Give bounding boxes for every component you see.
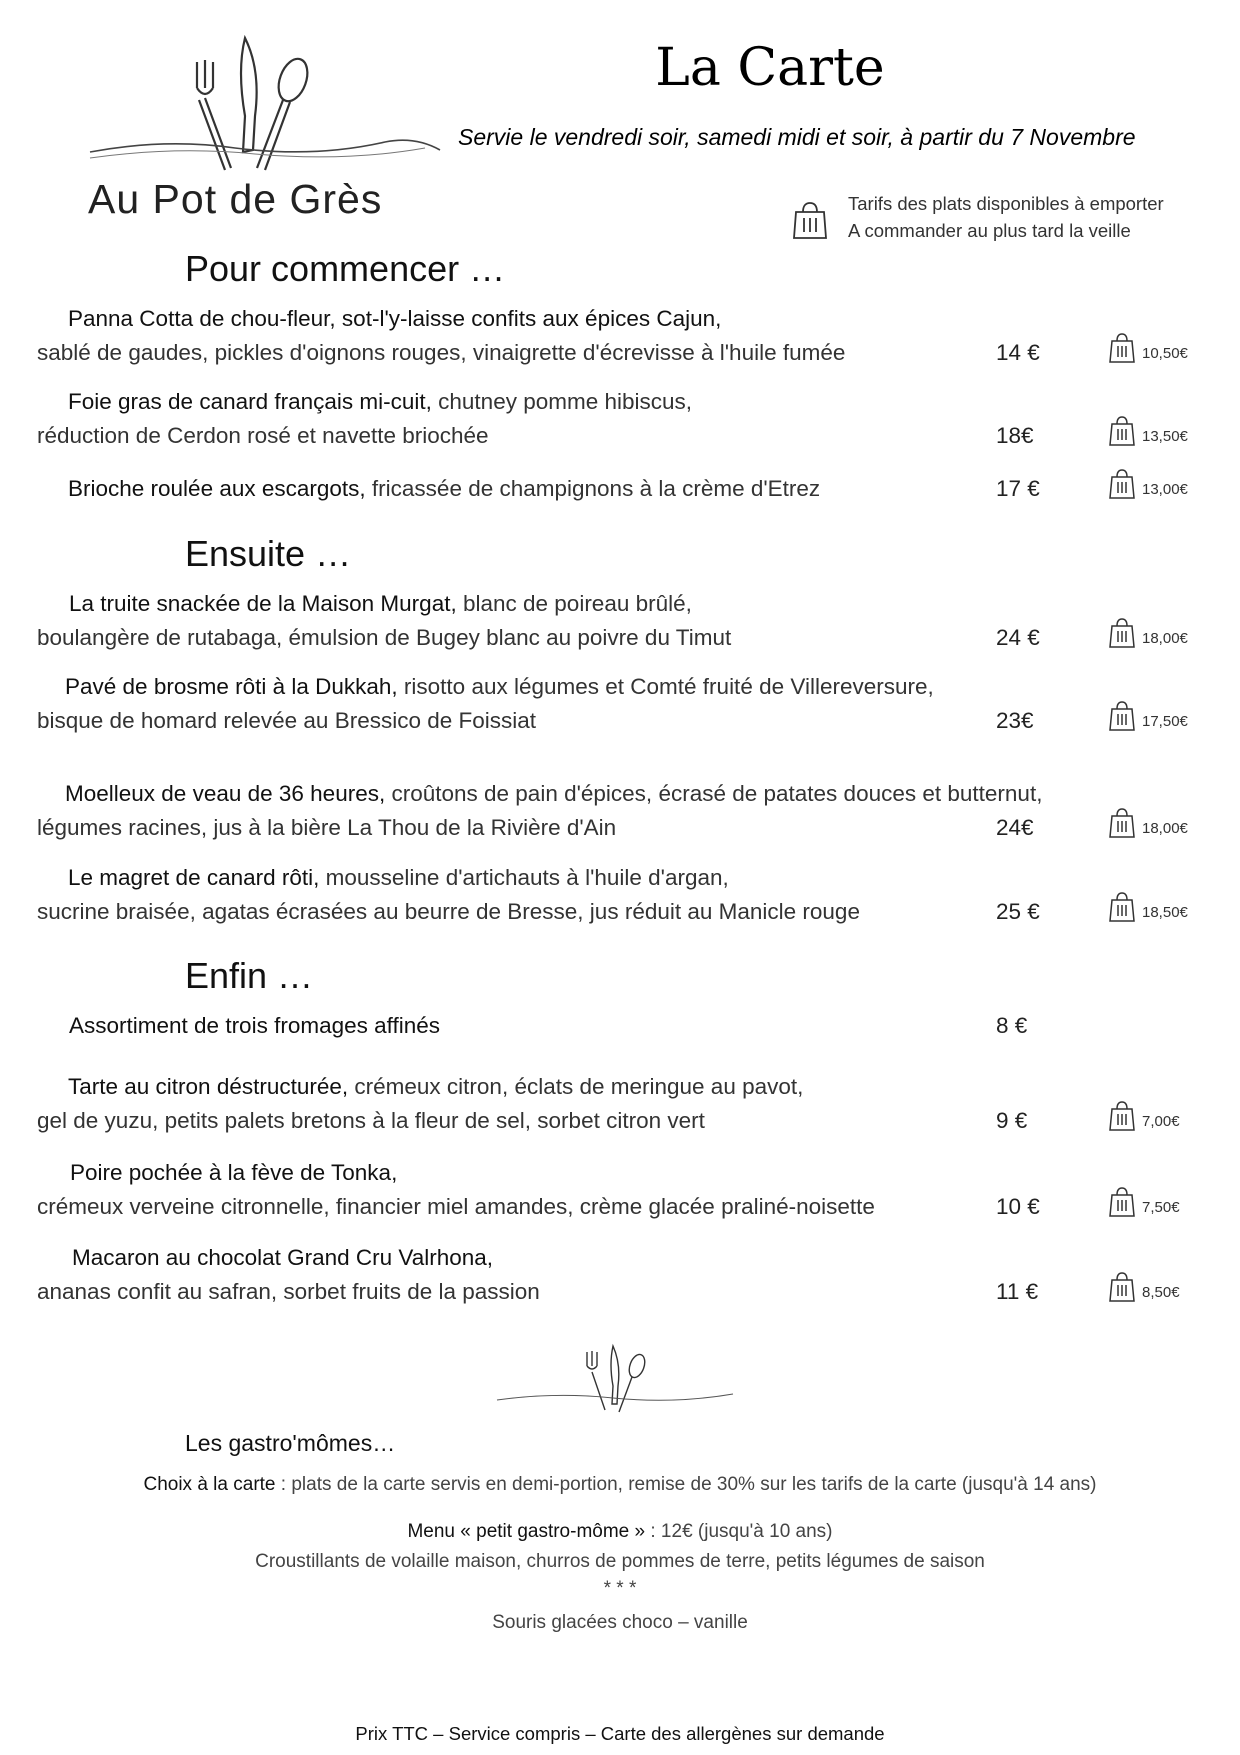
dish-price: 10 € (996, 1194, 1040, 1219)
takeaway-price-value: 18,00€ (1142, 820, 1188, 837)
dish-price: 24 € (996, 625, 1040, 650)
takeaway-price-value: 7,50€ (1142, 1199, 1180, 1216)
dish-description-line2: ananas confit au safran, sorbet fruits de la passion (37, 1279, 540, 1304)
takeaway-note (848, 190, 1164, 244)
dish-description-line2: bisque de homard relevée au Bressico de Foissiat (37, 708, 537, 733)
dish-description-line2: boulangère de rutabaga, émulsion de Bugey blanc au poivre du Timut (37, 625, 732, 650)
takeaway-price (1108, 1100, 1180, 1132)
takeaway-price (1108, 1186, 1180, 1218)
dish-price: 11 € (996, 1279, 1039, 1304)
takeaway-bag-icon (1108, 1271, 1136, 1303)
takeaway-price (1108, 1271, 1180, 1303)
section-title: Ensuite … (185, 533, 352, 574)
takeaway-price (1108, 617, 1188, 649)
dish-line1 (72, 1245, 493, 1271)
dish-name: Pavé de brosme rôti à la Dukkah, (65, 674, 398, 699)
dish-price: 8 € (996, 1013, 1028, 1038)
dish-description-line2: gel de yuzu, petits palets bretons à la fleur de sel, sorbet citron vert (37, 1108, 705, 1133)
dish-line1 (68, 306, 721, 332)
dish-line1 (68, 476, 820, 502)
dish-line1 (68, 389, 692, 415)
section-title: Enfin … (185, 955, 314, 996)
dish-line1 (65, 781, 1042, 807)
dish-description: chutney pomme hibiscus, (431, 389, 693, 414)
divider-logo (495, 1342, 735, 1422)
dish-description-line2: légumes racines, jus à la bière La Thou de la Rivière d'Ain (37, 815, 617, 840)
takeaway-price-value: 8,50€ (1142, 1284, 1180, 1301)
dish-name: Assortiment de trois fromages affinés (69, 1013, 440, 1038)
takeaway-price-value: 18,00€ (1142, 630, 1188, 647)
dish-description: blanc de poireau brûlé, (456, 591, 692, 616)
dish-name: Brioche roulée aux escargots, (68, 476, 366, 501)
dish-name: Moelleux de veau de 36 heures, (65, 781, 386, 806)
section-title: Pour commencer … (185, 248, 506, 289)
takeaway-note-line1: Tarifs des plats disponibles à emporter (848, 193, 1164, 214)
dish-description-line2: sucrine braisée, agatas écrasées au beurre de Bresse, jus réduit au Manicle rouge (37, 899, 860, 924)
kids-menu-main: Croustillants de volaille maison, churros de pommes de terre, petits légumes de saison (255, 1551, 985, 1572)
takeaway-bag-icon (1108, 1100, 1136, 1132)
dish-price: 23€ (996, 708, 1034, 733)
dish-description-line2: sablé de gaudes, pickles d'oignons rouges, vinaigrette d'écrevisse à l'huile fumée (37, 340, 846, 365)
takeaway-bag-icon (1108, 332, 1136, 364)
brand-name: Au Pot de Grès (88, 176, 383, 222)
dish-price: 14 € (996, 340, 1040, 365)
kids-menu-line (0, 1521, 1240, 1543)
takeaway-bag-icon (1108, 415, 1136, 447)
takeaway-price-value: 7,00€ (1142, 1113, 1180, 1130)
takeaway-price (1108, 700, 1188, 732)
takeaway-price (1108, 332, 1188, 364)
dish-price: 17 € (996, 476, 1040, 501)
dish-name: La truite snackée de la Maison Murgat, (69, 591, 457, 616)
menu-subtitle: Servie le vendredi soir, samedi midi et soir, à partir du 7 Novembre (458, 124, 1136, 150)
dish-price: 18€ (996, 423, 1034, 448)
takeaway-bag-icon (1108, 468, 1136, 500)
dish-price: 9 € (996, 1108, 1028, 1133)
dish-price: 24€ (996, 815, 1034, 840)
takeaway-note-line2: A commander au plus tard la veille (848, 220, 1131, 241)
dish-name: Tarte au citron déstructurée, (68, 1074, 349, 1099)
takeaway-price-value: 13,50€ (1142, 428, 1188, 445)
dish-line1 (69, 591, 692, 617)
dish-name: Le magret de canard rôti, (68, 865, 320, 890)
kids-section-title: Les gastro'mômes… (185, 1430, 396, 1456)
kids-choice-line (0, 1474, 1240, 1496)
dish-description: crémeux citron, éclats de meringue au pavot, (348, 1074, 804, 1099)
dish-name: Foie gras de canard français mi-cuit, (68, 389, 432, 414)
dish-description-line2: crémeux verveine citronnelle, financier miel amandes, crème glacée praliné-noisette (37, 1194, 875, 1219)
dish-price: 25 € (996, 899, 1040, 924)
takeaway-price-value: 17,50€ (1142, 713, 1188, 730)
kids-menu-text: : 12€ (jusqu'à 10 ans) (645, 1521, 833, 1542)
takeaway-price (1108, 891, 1188, 923)
dish-line1 (65, 674, 934, 700)
takeaway-price-value: 13,00€ (1142, 481, 1188, 498)
kids-menu-dessert: Souris glacées choco – vanille (492, 1612, 748, 1633)
dish-description: fricassée de champignons à la crème d'Etrez (365, 476, 821, 501)
takeaway-bag-icon (1108, 807, 1136, 839)
takeaway-bag-icon (790, 200, 830, 240)
dish-description-line2: réduction de Cerdon rosé et navette briochée (37, 423, 489, 448)
takeaway-price (1108, 468, 1188, 500)
dish-name: Macaron au chocolat Grand Cru Valrhona, (72, 1245, 494, 1270)
dish-line1 (68, 865, 729, 891)
dish-description: risotto aux légumes et Comté fruité de Villereversure, (397, 674, 934, 699)
kids-choice-text: : plats de la carte servis en demi-portion, remise de 30% sur les tarifs de la carte (jusqu'à 14 ans) (275, 1474, 1097, 1495)
takeaway-bag-icon (1108, 617, 1136, 649)
takeaway-price-value: 18,50€ (1142, 904, 1188, 921)
menu-title: La Carte (655, 38, 885, 98)
dish-line1 (70, 1160, 397, 1186)
kids-choice-label: Choix à la carte (143, 1474, 276, 1495)
takeaway-bag-icon (1108, 891, 1136, 923)
takeaway-price-value: 10,50€ (1142, 345, 1188, 362)
takeaway-bag-icon (1108, 700, 1136, 732)
takeaway-price (1108, 807, 1188, 839)
dish-line1 (68, 1074, 803, 1100)
kids-menu-label: Menu « petit gastro-môme » (407, 1521, 646, 1542)
dish-name: Panna Cotta de chou-fleur, sot-l'y-laisse confits aux épices Cajun, (68, 306, 722, 331)
dish-description: mousseline d'artichauts à l'huile d'argan, (319, 865, 729, 890)
takeaway-bag-icon (1108, 1186, 1136, 1218)
kids-menu-separator: * * * (603, 1578, 637, 1599)
dish-name: Poire pochée à la fève de Tonka, (70, 1160, 398, 1185)
footer-note: Prix TTC – Service compris – Carte des allergènes sur demande (355, 1723, 885, 1744)
dish-line1 (69, 1013, 440, 1039)
dish-description: croûtons de pain d'épices, écrasé de patates douces et butternut, (385, 781, 1043, 806)
takeaway-price (1108, 415, 1188, 447)
